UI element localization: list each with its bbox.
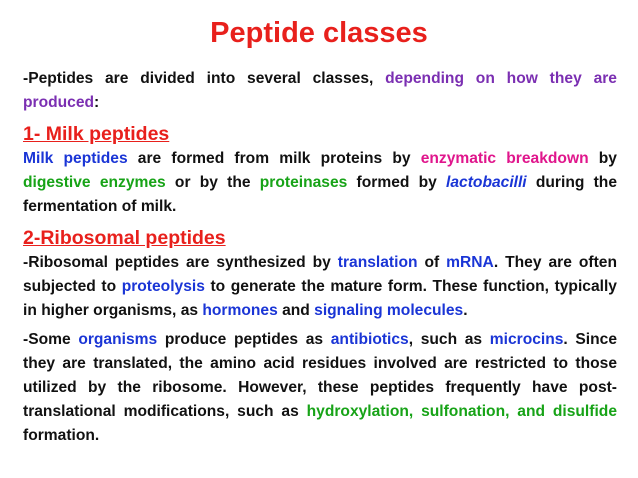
rib2-modifications-term: hydroxylation, sulfonation, and disulfide — [306, 403, 617, 420]
rib1-hormones-term: hormones — [202, 302, 278, 319]
milk-digestive-term: digestive enzymes — [23, 174, 166, 191]
milk-text-1: are formed from milk proteins by — [127, 150, 421, 167]
rib2-text-1: -Some — [23, 331, 79, 348]
rib1-text-3: . They are often subjected to — [23, 254, 618, 295]
rib2-text-3: , such as — [408, 331, 490, 348]
rib1-text-6: . — [463, 302, 468, 319]
intro-paragraph — [23, 67, 617, 115]
rib2-antibiotics-term: antibiotics — [330, 331, 409, 348]
milk-text-5: during the fermentation of milk. — [23, 174, 617, 215]
rib2-text-2: produce peptides as — [157, 331, 331, 348]
rib2-text-5: formation. — [23, 427, 100, 444]
milk-peptides-paragraph — [23, 147, 617, 219]
milk-text-2: by — [588, 150, 617, 167]
ribosomal-paragraph-2 — [23, 328, 617, 448]
rib1-proteolysis-term: proteolysis — [121, 278, 205, 295]
rib1-text-4: to generate the mature form. These function, typically in higher organisms, as — [23, 278, 617, 319]
milk-text-3: or by the — [165, 174, 260, 191]
milk-term: Milk peptides — [23, 150, 128, 167]
intro-highlight: depending on how they are produced — [23, 70, 617, 111]
rib1-signaling-term: signaling molecules — [314, 302, 464, 319]
rib2-microcins-term: microcins — [489, 331, 564, 348]
milk-enzymatic-term: enzymatic breakdown — [420, 150, 589, 167]
rib1-mrna-term: mRNA — [446, 254, 494, 271]
milk-lactobacilli-term: lactobacilli — [446, 174, 527, 191]
intro-text: -Peptides are divided into several classes, — [23, 70, 386, 87]
rib1-translation-term: translation — [337, 254, 418, 271]
milk-proteinases-term: proteinases — [259, 174, 348, 191]
rib1-text-1: -Ribosomal peptides are synthesized by — [23, 254, 338, 271]
ribosomal-paragraph-1 — [23, 251, 617, 323]
milk-text-4: formed by — [347, 174, 447, 191]
page-title: Peptide classes — [210, 17, 428, 49]
rib2-text-4: . Since they are translated, the amino acid residues involved are restricted to those utilized by the ribosome. However, these peptides frequently have post-translational modifications, such as — [23, 331, 618, 420]
intro-colon: : — [94, 94, 100, 111]
ribosomal-peptides-heading: 2-Ribosomal peptides — [23, 227, 226, 249]
rib2-organisms-term: organisms — [78, 331, 158, 348]
slide-body — [23, 67, 617, 448]
rib1-text-5: and — [277, 302, 315, 319]
milk-peptides-heading: 1- Milk peptides — [23, 123, 170, 145]
rib1-text-2: of — [417, 254, 447, 271]
